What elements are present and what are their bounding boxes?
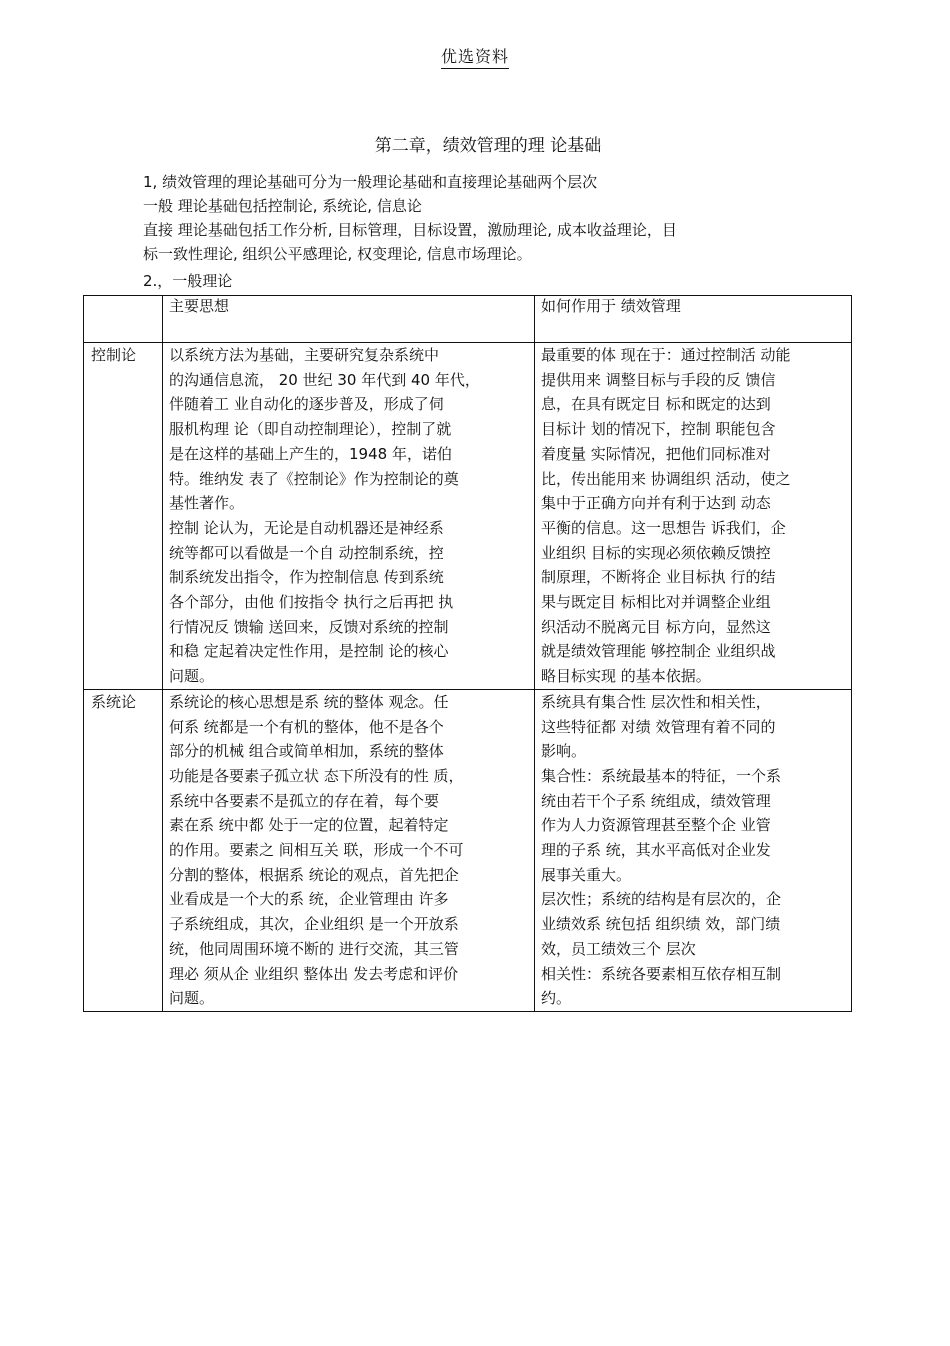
cell-line: 平衡的信息。这一思想告 诉我们，企 bbox=[541, 518, 786, 537]
cell-line: 系统具有集合性 层次性和相关性， bbox=[541, 692, 771, 711]
cell-line: 理必 须从企 业组织 整体出 发去考虑和评价 bbox=[169, 964, 459, 983]
cell-line: 分割的整体，根据系 统论的观点，首先把企 bbox=[169, 865, 459, 884]
table-header-row bbox=[84, 296, 852, 343]
cell-line: 目标计 划的情况下，控制 职能包含 bbox=[541, 420, 776, 439]
row-idea-cell bbox=[163, 689, 535, 1011]
cell-line: 展事关重大。 bbox=[541, 865, 632, 884]
cell-line: 制系统发出指令，作为控制信息 传到系统 bbox=[169, 568, 444, 587]
cell-line: 作为人力资源管理甚至整个企 业管 bbox=[541, 816, 771, 835]
cell-line: 特。维纳发 表了《控制论》作为控制论的奠 bbox=[169, 469, 459, 488]
cell-line: 果与既定目 标相比对并调整企业组 bbox=[541, 593, 771, 612]
cell-line: 这些特征都 对绩 效管理有着不同的 bbox=[541, 717, 776, 736]
cell-line: 比，传出能用来 协调组织 活动，使之 bbox=[541, 469, 791, 488]
header-cell-blank bbox=[84, 296, 163, 343]
cell-line: 统等都可以看做是一个自 动控制系统，控 bbox=[169, 543, 444, 562]
header-cell-effect: 如何作用于 绩效管理 bbox=[535, 296, 852, 343]
cell-line: 影响。 bbox=[541, 742, 587, 761]
intro-line: 1, 绩效管理的理论基础可分为一般理论基础和直接理论基础两个层次 bbox=[143, 173, 598, 191]
table-row bbox=[84, 343, 852, 690]
theory-table bbox=[83, 295, 852, 1012]
cell-line: 问题。 bbox=[169, 989, 215, 1008]
table-row bbox=[84, 689, 852, 1011]
section-subheading: 2.，一般理论 bbox=[143, 272, 233, 290]
chapter-title: 第二章，绩效管理的理 论基础 bbox=[374, 136, 602, 156]
cell-line: 业组织 目标的实现必须依赖反馈控 bbox=[541, 543, 771, 562]
cell-line: 集中于正确方向并有利于达到 动态 bbox=[541, 494, 771, 513]
cell-line: 和稳 定起着决定性作用，是控制 论的核心 bbox=[169, 642, 449, 661]
intro-line: 直接 理论基础包括工作分析, 目标管理，目标设置，激励理论, 成本收益理论，目 bbox=[143, 221, 677, 239]
cell-line: 系统中各要素不是孤立的存在着，每个要 bbox=[169, 791, 440, 810]
cell-line: 的沟通信息流， 20 世纪 30 年代到 40 年代， bbox=[169, 370, 480, 389]
cell-line: 业看成是一个大的系 统，企业管理由 许多 bbox=[169, 890, 449, 909]
cell-line: 约。 bbox=[541, 989, 572, 1008]
cell-line: 问题。 bbox=[169, 667, 215, 686]
cell-line: 基性著作。 bbox=[169, 494, 245, 513]
cell-line: 统由若干个子系 统组成，绩效管理 bbox=[541, 791, 771, 810]
cell-line: 部分的机械 组合或简单相加，系统的整体 bbox=[169, 742, 444, 761]
cell-line: 何系 统都是一个有机的整体，他不是各个 bbox=[169, 717, 444, 736]
row-effect-cell bbox=[535, 689, 852, 1011]
cell-line: 织活动不脱离元目 标方向，显然这 bbox=[541, 617, 771, 636]
cell-line: 最重要的体 现在于：通过控制活 动能 bbox=[541, 346, 791, 364]
cell-line: 服机构理 论（即自动控制理论），控制了就 bbox=[169, 420, 452, 439]
cell-line: 就是绩效管理能 够控制企 业组织战 bbox=[541, 642, 776, 661]
cell-line: 着度量 实际情况，把他们同标准对 bbox=[541, 444, 771, 463]
header-text: 优选资料 bbox=[441, 47, 509, 69]
row-name: 系统论 bbox=[84, 689, 163, 1011]
cell-line: 系统论的核心思想是系 统的整体 观念。任 bbox=[169, 692, 449, 711]
row-effect-cell bbox=[535, 343, 852, 690]
cell-line: 提供用来 调整目标与手段的反 馈信 bbox=[541, 370, 776, 389]
cell-line: 集合性：系统最基本的特征，一个系 bbox=[541, 766, 782, 785]
row-idea-cell bbox=[163, 343, 535, 690]
cell-line: 层次性；系统的结构是有层次的，企 bbox=[541, 890, 782, 909]
cell-line: 各个部分，由他 们按指令 执行之后再把 执 bbox=[169, 593, 454, 612]
cell-line: 制原理，不断将企 业目标执 行的结 bbox=[541, 568, 776, 587]
cell-line: 功能是各要素子孤立状 态下所没有的性 质， bbox=[169, 766, 464, 785]
cell-line: 是在这样的基础上产生的，1948 年，诺伯 bbox=[169, 444, 452, 463]
cell-line: 控制 论认为，无论是自动机器还是神经系 bbox=[169, 518, 444, 537]
cell-line: 素在系 统中都 处于一定的位置，起着特定 bbox=[169, 816, 449, 835]
intro-line: 一般 理论基础包括控制论, 系统论, 信息论 bbox=[143, 197, 422, 215]
cell-line: 效，员工绩效三个 层次 bbox=[541, 939, 696, 958]
cell-line: 业绩效系 统包括 组织绩 效，部门绩 bbox=[541, 915, 781, 934]
header-cell-main-idea: 主要思想 bbox=[163, 296, 535, 343]
cell-line: 息，在具有既定目 标和既定的达到 bbox=[541, 395, 771, 414]
cell-line: 相关性：系统各要素相互依存相互制 bbox=[541, 964, 782, 983]
intro-paragraph bbox=[143, 170, 823, 266]
cell-line: 略目标实现 的基本依据。 bbox=[541, 667, 711, 686]
cell-line: 以系统方法为基础，主要研究复杂系统中 bbox=[169, 346, 440, 364]
intro-line: 标一致性理论, 组织公平感理论, 权变理论, 信息市场理论。 bbox=[143, 245, 532, 263]
cell-line: 伴随着工 业自动化的逐步普及，形成了伺 bbox=[169, 395, 444, 414]
page-header bbox=[0, 44, 950, 67]
cell-line: 子系统组成，其次，企业组织 是一个开放系 bbox=[169, 915, 459, 934]
row-name: 控制论 bbox=[84, 343, 163, 690]
cell-line: 理的子系 统，其水平高低对企业发 bbox=[541, 841, 771, 860]
cell-line: 行情况反 馈输 送回来，反馈对系统的控制 bbox=[169, 617, 449, 636]
cell-line: 的作用。要素之 间相互关 联，形成一个不可 bbox=[169, 841, 464, 860]
cell-line: 统，他同周围环境不断的 进行交流，其三管 bbox=[169, 939, 459, 958]
